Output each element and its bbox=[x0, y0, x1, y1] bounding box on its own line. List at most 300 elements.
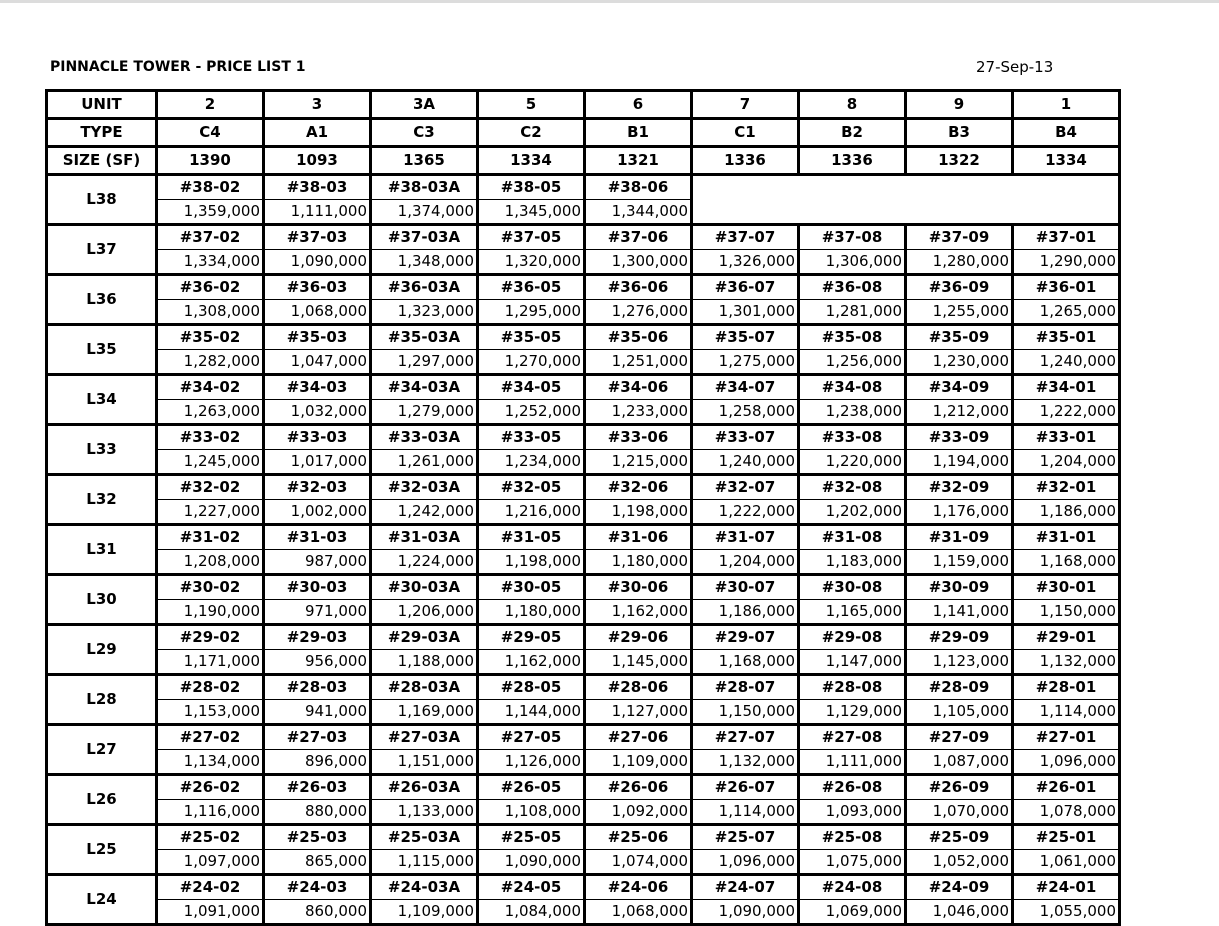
level-row-units bbox=[47, 475, 1120, 500]
unit-number: #31-09 bbox=[906, 525, 1013, 550]
unit-price: 1,258,000 bbox=[692, 400, 799, 425]
header-cell-unit: 3A bbox=[371, 91, 478, 119]
unit-number: #36-02 bbox=[157, 275, 264, 300]
level-row-prices bbox=[47, 700, 1120, 725]
level-label: L26 bbox=[47, 775, 157, 825]
unit-number: #33-05 bbox=[478, 425, 585, 450]
unit-number: #31-02 bbox=[157, 525, 264, 550]
level-row-prices bbox=[47, 350, 1120, 375]
level-label: L33 bbox=[47, 425, 157, 475]
unit-price: 1,222,000 bbox=[692, 500, 799, 525]
level-row-prices bbox=[47, 400, 1120, 425]
header-cell-unit: 5 bbox=[478, 91, 585, 119]
header-cell-type: C4 bbox=[157, 119, 264, 147]
header-row-size bbox=[47, 147, 1120, 175]
level-row-prices bbox=[47, 500, 1120, 525]
unit-number: #36-06 bbox=[585, 275, 692, 300]
unit-number: #29-02 bbox=[157, 625, 264, 650]
unit-price: 1,240,000 bbox=[1013, 350, 1120, 375]
unit-price: 1,111,000 bbox=[264, 200, 371, 225]
unit-price: 1,111,000 bbox=[799, 750, 906, 775]
unit-number: #34-07 bbox=[692, 375, 799, 400]
unit-number: #30-03 bbox=[264, 575, 371, 600]
unit-number: #31-03 bbox=[264, 525, 371, 550]
unit-price: 1,090,000 bbox=[692, 900, 799, 925]
level-label: L28 bbox=[47, 675, 157, 725]
level-row-units bbox=[47, 225, 1120, 250]
unit-number: #25-07 bbox=[692, 825, 799, 850]
unit-price: 1,150,000 bbox=[1013, 600, 1120, 625]
header-cell-size: 1321 bbox=[585, 147, 692, 175]
unit-number: #38-03 bbox=[264, 175, 371, 200]
unit-price: 1,078,000 bbox=[1013, 800, 1120, 825]
unit-price: 1,052,000 bbox=[906, 850, 1013, 875]
header-cell-size: 1336 bbox=[692, 147, 799, 175]
unit-price: 1,069,000 bbox=[799, 900, 906, 925]
header-cell-unit: 7 bbox=[692, 91, 799, 119]
unit-price: 1,090,000 bbox=[478, 850, 585, 875]
level-row-prices bbox=[47, 300, 1120, 325]
unit-price: 1,002,000 bbox=[264, 500, 371, 525]
level-row-units bbox=[47, 825, 1120, 850]
level-row-prices bbox=[47, 250, 1120, 275]
unit-price: 865,000 bbox=[264, 850, 371, 875]
unit-price: 1,348,000 bbox=[371, 250, 478, 275]
unit-price: 1,087,000 bbox=[906, 750, 1013, 775]
unit-price: 1,068,000 bbox=[264, 300, 371, 325]
unit-price: 1,202,000 bbox=[799, 500, 906, 525]
unit-number: #33-07 bbox=[692, 425, 799, 450]
unit-price: 1,096,000 bbox=[1013, 750, 1120, 775]
header-cell-unit: 1 bbox=[1013, 91, 1120, 119]
unit-number: #35-09 bbox=[906, 325, 1013, 350]
unit-price: 896,000 bbox=[264, 750, 371, 775]
unit-number: #29-09 bbox=[906, 625, 1013, 650]
unit-number: #32-02 bbox=[157, 475, 264, 500]
unit-number: #34-06 bbox=[585, 375, 692, 400]
document-date: 27-Sep-13 bbox=[976, 58, 1054, 76]
unit-number: #30-09 bbox=[906, 575, 1013, 600]
unit-number: #36-07 bbox=[692, 275, 799, 300]
unit-price: 1,300,000 bbox=[585, 250, 692, 275]
level-row-prices bbox=[47, 750, 1120, 775]
unit-number: #28-02 bbox=[157, 675, 264, 700]
unit-number: #35-01 bbox=[1013, 325, 1120, 350]
header-cell-type: B4 bbox=[1013, 119, 1120, 147]
unit-price: 1,090,000 bbox=[264, 250, 371, 275]
unit-price: 1,190,000 bbox=[157, 600, 264, 625]
level-row-units bbox=[47, 275, 1120, 300]
unit-price: 1,162,000 bbox=[585, 600, 692, 625]
unit-number: #29-01 bbox=[1013, 625, 1120, 650]
unit-number: #37-03A bbox=[371, 225, 478, 250]
unit-number: #26-03 bbox=[264, 775, 371, 800]
unit-number: #25-02 bbox=[157, 825, 264, 850]
unit-number: #36-03 bbox=[264, 275, 371, 300]
unit-number: #38-02 bbox=[157, 175, 264, 200]
header-cell-unit: 3 bbox=[264, 91, 371, 119]
level-row-prices bbox=[47, 650, 1120, 675]
unit-number: #27-06 bbox=[585, 725, 692, 750]
unit-number: #32-07 bbox=[692, 475, 799, 500]
unit-number: #25-08 bbox=[799, 825, 906, 850]
unit-number: #24-09 bbox=[906, 875, 1013, 900]
unit-price: 1,240,000 bbox=[692, 450, 799, 475]
unit-number: #27-03 bbox=[264, 725, 371, 750]
level-row-prices bbox=[47, 600, 1120, 625]
unit-number: #29-05 bbox=[478, 625, 585, 650]
header-cell-type: A1 bbox=[264, 119, 371, 147]
unit-price: 1,116,000 bbox=[157, 800, 264, 825]
unit-number: #27-05 bbox=[478, 725, 585, 750]
unit-number: #26-01 bbox=[1013, 775, 1120, 800]
unit-number: #35-08 bbox=[799, 325, 906, 350]
unit-number: #30-08 bbox=[799, 575, 906, 600]
unit-price: 1,282,000 bbox=[157, 350, 264, 375]
header-cell-type: C2 bbox=[478, 119, 585, 147]
unit-number: #33-01 bbox=[1013, 425, 1120, 450]
unit-number: #35-02 bbox=[157, 325, 264, 350]
unit-price: 1,092,000 bbox=[585, 800, 692, 825]
unit-number: #28-07 bbox=[692, 675, 799, 700]
unit-number: #25-05 bbox=[478, 825, 585, 850]
unit-number: #30-03A bbox=[371, 575, 478, 600]
unit-number: #30-06 bbox=[585, 575, 692, 600]
header-row-unit bbox=[47, 91, 1120, 119]
unit-number: #37-09 bbox=[906, 225, 1013, 250]
unit-price: 1,109,000 bbox=[371, 900, 478, 925]
unit-price: 1,297,000 bbox=[371, 350, 478, 375]
unit-number: #34-03A bbox=[371, 375, 478, 400]
unit-price: 1,134,000 bbox=[157, 750, 264, 775]
unit-price: 1,198,000 bbox=[585, 500, 692, 525]
unit-number: #29-03 bbox=[264, 625, 371, 650]
unit-price: 1,151,000 bbox=[371, 750, 478, 775]
header-label-type: TYPE bbox=[47, 119, 157, 147]
unit-price: 1,276,000 bbox=[585, 300, 692, 325]
unit-price: 1,344,000 bbox=[585, 200, 692, 225]
unit-price: 1,032,000 bbox=[264, 400, 371, 425]
unit-price: 1,091,000 bbox=[157, 900, 264, 925]
header-label-unit: UNIT bbox=[47, 91, 157, 119]
unit-price: 1,323,000 bbox=[371, 300, 478, 325]
unit-price: 1,216,000 bbox=[478, 500, 585, 525]
level-row-units bbox=[47, 675, 1120, 700]
unit-price: 1,215,000 bbox=[585, 450, 692, 475]
unit-number: #28-03 bbox=[264, 675, 371, 700]
unit-number: #35-07 bbox=[692, 325, 799, 350]
unit-price: 1,123,000 bbox=[906, 650, 1013, 675]
unit-price: 1,115,000 bbox=[371, 850, 478, 875]
unit-number: #33-09 bbox=[906, 425, 1013, 450]
header-cell-unit: 6 bbox=[585, 91, 692, 119]
unit-number: #32-05 bbox=[478, 475, 585, 500]
unit-price: 1,261,000 bbox=[371, 450, 478, 475]
unit-number: #37-03 bbox=[264, 225, 371, 250]
unit-number: #25-03 bbox=[264, 825, 371, 850]
unit-price: 1,265,000 bbox=[1013, 300, 1120, 325]
unit-number: #25-03A bbox=[371, 825, 478, 850]
unit-number: #33-08 bbox=[799, 425, 906, 450]
unit-number: #30-07 bbox=[692, 575, 799, 600]
level-row-units bbox=[47, 625, 1120, 650]
unit-number: #27-09 bbox=[906, 725, 1013, 750]
level-label: L37 bbox=[47, 225, 157, 275]
unit-number: #38-05 bbox=[478, 175, 585, 200]
unit-price: 1,165,000 bbox=[799, 600, 906, 625]
level-row-units bbox=[47, 425, 1120, 450]
price-list-body bbox=[47, 91, 1120, 925]
document-title: PINNACLE TOWER - PRICE LIST 1 bbox=[50, 59, 306, 75]
unit-price: 1,301,000 bbox=[692, 300, 799, 325]
level-row-prices bbox=[47, 450, 1120, 475]
level-row-prices bbox=[47, 850, 1120, 875]
unit-price: 956,000 bbox=[264, 650, 371, 675]
price-list-table bbox=[45, 89, 1121, 926]
header-cell-size: 1390 bbox=[157, 147, 264, 175]
level-row-units bbox=[47, 575, 1120, 600]
unit-number: #24-08 bbox=[799, 875, 906, 900]
level-label: L34 bbox=[47, 375, 157, 425]
unit-price: 1,204,000 bbox=[1013, 450, 1120, 475]
unit-price: 1,171,000 bbox=[157, 650, 264, 675]
unit-price: 1,220,000 bbox=[799, 450, 906, 475]
level-label: L24 bbox=[47, 875, 157, 925]
level-label: L30 bbox=[47, 575, 157, 625]
unit-number: #24-02 bbox=[157, 875, 264, 900]
unit-price: 1,242,000 bbox=[371, 500, 478, 525]
unit-price: 1,194,000 bbox=[906, 450, 1013, 475]
unit-price: 1,108,000 bbox=[478, 800, 585, 825]
header-cell-unit: 8 bbox=[799, 91, 906, 119]
level-label: L32 bbox=[47, 475, 157, 525]
unit-price: 1,017,000 bbox=[264, 450, 371, 475]
unit-price: 1,308,000 bbox=[157, 300, 264, 325]
unit-number: #26-07 bbox=[692, 775, 799, 800]
unit-number: #34-05 bbox=[478, 375, 585, 400]
unit-number: #36-01 bbox=[1013, 275, 1120, 300]
header-cell-size: 1093 bbox=[264, 147, 371, 175]
unit-price: 880,000 bbox=[264, 800, 371, 825]
header-cell-size: 1322 bbox=[906, 147, 1013, 175]
unit-number: #34-02 bbox=[157, 375, 264, 400]
unit-price: 1,374,000 bbox=[371, 200, 478, 225]
unit-number: #34-01 bbox=[1013, 375, 1120, 400]
level-row-units bbox=[47, 375, 1120, 400]
unit-price: 1,114,000 bbox=[1013, 700, 1120, 725]
unit-price: 1,208,000 bbox=[157, 550, 264, 575]
unit-number: #26-03A bbox=[371, 775, 478, 800]
unit-price: 1,159,000 bbox=[906, 550, 1013, 575]
level-row-units bbox=[47, 525, 1120, 550]
unit-price: 1,359,000 bbox=[157, 200, 264, 225]
unit-price: 1,105,000 bbox=[906, 700, 1013, 725]
unit-number: #29-07 bbox=[692, 625, 799, 650]
header-cell-size: 1365 bbox=[371, 147, 478, 175]
unit-price: 1,252,000 bbox=[478, 400, 585, 425]
unit-number: #31-05 bbox=[478, 525, 585, 550]
unit-number: #26-09 bbox=[906, 775, 1013, 800]
unit-number: #28-01 bbox=[1013, 675, 1120, 700]
unit-price: 1,169,000 bbox=[371, 700, 478, 725]
unit-price: 1,075,000 bbox=[799, 850, 906, 875]
unit-number: #37-07 bbox=[692, 225, 799, 250]
unit-price: 1,263,000 bbox=[157, 400, 264, 425]
unit-price: 1,055,000 bbox=[1013, 900, 1120, 925]
unit-price: 1,147,000 bbox=[799, 650, 906, 675]
header-cell-unit: 9 bbox=[906, 91, 1013, 119]
unit-number: #32-08 bbox=[799, 475, 906, 500]
unit-price: 1,227,000 bbox=[157, 500, 264, 525]
unit-price: 1,186,000 bbox=[1013, 500, 1120, 525]
unit-number: #36-05 bbox=[478, 275, 585, 300]
header-cell-type: B1 bbox=[585, 119, 692, 147]
header-label-size: SIZE (SF) bbox=[47, 147, 157, 175]
unit-price: 1,144,000 bbox=[478, 700, 585, 725]
unit-price: 1,206,000 bbox=[371, 600, 478, 625]
unit-price: 1,290,000 bbox=[1013, 250, 1120, 275]
unit-price: 1,233,000 bbox=[585, 400, 692, 425]
unit-price: 971,000 bbox=[264, 600, 371, 625]
unit-price: 1,251,000 bbox=[585, 350, 692, 375]
unit-number: #30-01 bbox=[1013, 575, 1120, 600]
level-row-prices bbox=[47, 900, 1120, 925]
unit-number: #24-07 bbox=[692, 875, 799, 900]
unit-price: 1,153,000 bbox=[157, 700, 264, 725]
unit-price: 1,145,000 bbox=[585, 650, 692, 675]
level-label: L27 bbox=[47, 725, 157, 775]
unit-number: #35-06 bbox=[585, 325, 692, 350]
header-cell-type: B2 bbox=[799, 119, 906, 147]
unit-price: 1,126,000 bbox=[478, 750, 585, 775]
level-row-prices bbox=[47, 800, 1120, 825]
unit-price: 1,281,000 bbox=[799, 300, 906, 325]
unit-price: 1,224,000 bbox=[371, 550, 478, 575]
header-cell-type: C3 bbox=[371, 119, 478, 147]
level-label: L38 bbox=[47, 175, 157, 225]
unit-price: 1,046,000 bbox=[906, 900, 1013, 925]
unit-number: #36-09 bbox=[906, 275, 1013, 300]
unit-number: #33-03A bbox=[371, 425, 478, 450]
unit-number: #26-08 bbox=[799, 775, 906, 800]
unit-number: #24-03A bbox=[371, 875, 478, 900]
unit-price: 1,096,000 bbox=[692, 850, 799, 875]
unit-price: 1,109,000 bbox=[585, 750, 692, 775]
unit-price: 1,183,000 bbox=[799, 550, 906, 575]
unit-number: #27-03A bbox=[371, 725, 478, 750]
unit-number: #26-02 bbox=[157, 775, 264, 800]
unit-price: 1,114,000 bbox=[692, 800, 799, 825]
unit-number: #31-06 bbox=[585, 525, 692, 550]
level-label: L36 bbox=[47, 275, 157, 325]
top-border bbox=[0, 0, 1219, 3]
unit-price: 1,295,000 bbox=[478, 300, 585, 325]
unit-number: #34-09 bbox=[906, 375, 1013, 400]
level-row-units bbox=[47, 725, 1120, 750]
unit-price: 1,204,000 bbox=[692, 550, 799, 575]
unit-number: #37-05 bbox=[478, 225, 585, 250]
unit-number: #25-09 bbox=[906, 825, 1013, 850]
unit-number: #35-03A bbox=[371, 325, 478, 350]
unit-number: #30-05 bbox=[478, 575, 585, 600]
unit-number: #32-03 bbox=[264, 475, 371, 500]
unit-price: 1,168,000 bbox=[1013, 550, 1120, 575]
unit-number: #33-02 bbox=[157, 425, 264, 450]
unit-number: #30-02 bbox=[157, 575, 264, 600]
unit-number: #34-03 bbox=[264, 375, 371, 400]
unit-number: #32-03A bbox=[371, 475, 478, 500]
header-cell-type: B3 bbox=[906, 119, 1013, 147]
unit-number: #37-06 bbox=[585, 225, 692, 250]
unit-price: 1,234,000 bbox=[478, 450, 585, 475]
unit-price: 1,256,000 bbox=[799, 350, 906, 375]
unit-number: #36-03A bbox=[371, 275, 478, 300]
unit-price: 1,275,000 bbox=[692, 350, 799, 375]
unit-price: 860,000 bbox=[264, 900, 371, 925]
unit-number: #24-01 bbox=[1013, 875, 1120, 900]
level-label: L35 bbox=[47, 325, 157, 375]
header-cell-size: 1334 bbox=[478, 147, 585, 175]
unit-price: 1,132,000 bbox=[692, 750, 799, 775]
unit-price: 1,345,000 bbox=[478, 200, 585, 225]
unit-number: #24-05 bbox=[478, 875, 585, 900]
unit-price: 1,334,000 bbox=[157, 250, 264, 275]
unit-number: #37-02 bbox=[157, 225, 264, 250]
unit-price: 1,279,000 bbox=[371, 400, 478, 425]
unit-number: #27-02 bbox=[157, 725, 264, 750]
unit-price: 1,070,000 bbox=[906, 800, 1013, 825]
level-label: L31 bbox=[47, 525, 157, 575]
unit-number: #31-01 bbox=[1013, 525, 1120, 550]
unit-number: #33-03 bbox=[264, 425, 371, 450]
unit-price: 1,162,000 bbox=[478, 650, 585, 675]
unit-number: #27-08 bbox=[799, 725, 906, 750]
unit-number: #35-05 bbox=[478, 325, 585, 350]
level-row-units bbox=[47, 175, 1120, 200]
unit-price: 1,306,000 bbox=[799, 250, 906, 275]
unit-price: 1,326,000 bbox=[692, 250, 799, 275]
unit-number: #28-08 bbox=[799, 675, 906, 700]
unit-price: 1,129,000 bbox=[799, 700, 906, 725]
unit-price: 1,127,000 bbox=[585, 700, 692, 725]
unit-number: #36-08 bbox=[799, 275, 906, 300]
unit-price: 941,000 bbox=[264, 700, 371, 725]
unit-price: 1,180,000 bbox=[585, 550, 692, 575]
unit-price: 1,180,000 bbox=[478, 600, 585, 625]
unit-number: #27-01 bbox=[1013, 725, 1120, 750]
unit-price: 987,000 bbox=[264, 550, 371, 575]
unit-price: 1,132,000 bbox=[1013, 650, 1120, 675]
unit-price: 1,150,000 bbox=[692, 700, 799, 725]
unit-number: #32-06 bbox=[585, 475, 692, 500]
unit-price: 1,084,000 bbox=[478, 900, 585, 925]
unit-number: #38-06 bbox=[585, 175, 692, 200]
unit-number: #31-08 bbox=[799, 525, 906, 550]
level-row-units bbox=[47, 325, 1120, 350]
unit-number: #27-07 bbox=[692, 725, 799, 750]
header-cell-size: 1336 bbox=[799, 147, 906, 175]
unit-price: 1,320,000 bbox=[478, 250, 585, 275]
unit-price: 1,168,000 bbox=[692, 650, 799, 675]
unit-number: #29-06 bbox=[585, 625, 692, 650]
unit-price: 1,047,000 bbox=[264, 350, 371, 375]
unit-price: 1,097,000 bbox=[157, 850, 264, 875]
unit-price: 1,176,000 bbox=[906, 500, 1013, 525]
unit-number: #31-03A bbox=[371, 525, 478, 550]
unit-number: #31-07 bbox=[692, 525, 799, 550]
unit-number: #28-09 bbox=[906, 675, 1013, 700]
unit-price: 1,238,000 bbox=[799, 400, 906, 425]
